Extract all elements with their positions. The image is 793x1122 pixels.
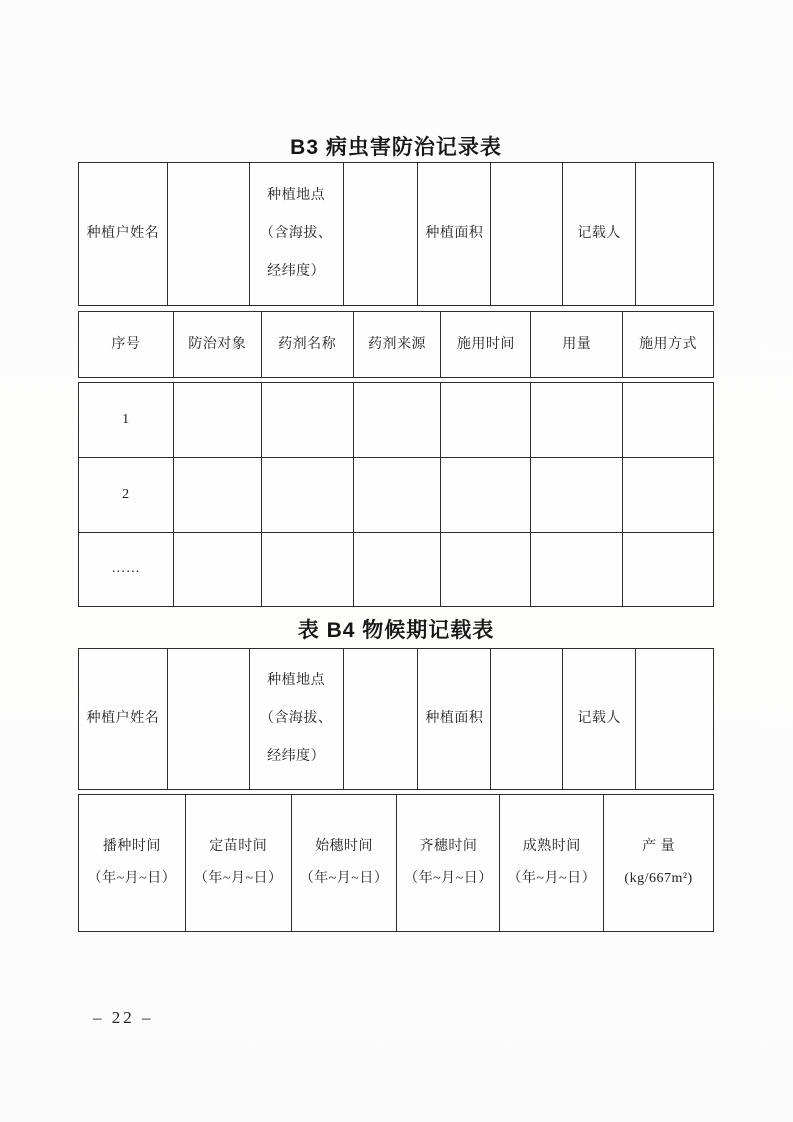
phenology-label: 定苗时间 <box>209 838 268 854</box>
table-b3-title: B3 病虫害防治记录表 <box>290 136 502 159</box>
phenology-sublabel: （年~月~日） <box>299 871 389 886</box>
table-cell <box>173 457 261 531</box>
header-cell-recorder: 记载人 <box>562 163 635 305</box>
column-header-apply-method: 施用方式 <box>622 312 713 377</box>
table-cell <box>173 383 261 457</box>
phenology-sublabel: （年~月~日） <box>193 871 283 886</box>
phenology-sublabel: （年~月~日） <box>507 871 597 886</box>
table-cell <box>530 532 622 606</box>
header-cell-planter-name: 种植户姓名 <box>86 226 160 242</box>
table-cell <box>353 383 441 457</box>
table-cell <box>622 532 713 606</box>
table-cell <box>261 532 353 606</box>
area-value-cell <box>490 163 562 305</box>
table-b4-title: 表 B4 物候期记载表 <box>297 619 495 642</box>
phenology-cell-sowing <box>79 795 185 931</box>
location-value-cell <box>343 163 418 305</box>
phenology-cell-full-heading <box>396 795 499 931</box>
header-cell-planter-name: 种植户姓名 <box>86 711 160 727</box>
table-cell <box>353 532 441 606</box>
table-cell <box>261 457 353 531</box>
table-cell <box>440 383 530 457</box>
table-cell <box>440 457 530 531</box>
table-cell <box>440 532 530 606</box>
phenology-cell-yield <box>603 795 713 931</box>
table-cell <box>530 383 622 457</box>
phenology-label: 成熟时间 <box>522 838 581 854</box>
column-header-serial: 序号 <box>111 336 141 352</box>
row-serial-cell: …… <box>79 532 173 606</box>
phenology-cell-seedling <box>185 795 291 931</box>
table-cell <box>530 457 622 531</box>
phenology-label: 始穗时间 <box>315 838 374 854</box>
header-cell-location: 种植地点（含海拔、经纬度） <box>249 649 343 789</box>
phenology-label: 产 量 <box>642 838 676 854</box>
column-header-agent-name: 药剂名称 <box>261 312 353 377</box>
table-b4-info-header <box>78 648 714 790</box>
location-value-cell <box>343 649 418 789</box>
column-header-target: 防治对象 <box>173 312 261 377</box>
row-serial-cell: 2 <box>79 457 173 531</box>
area-value-cell <box>490 649 562 789</box>
recorder-value-cell <box>635 163 713 305</box>
row-serial-cell: 1 <box>122 412 130 428</box>
table-cell <box>622 457 713 531</box>
header-cell-area: 种植面积 <box>417 649 490 789</box>
phenology-sublabel: (kg/667m²) <box>624 871 693 886</box>
page-number: – 22 – <box>93 1008 154 1027</box>
table-b3-info-header <box>78 162 714 306</box>
planter-name-value-cell <box>167 649 249 789</box>
phenology-cell-heading-start <box>291 795 397 931</box>
table-b4-phenology-row <box>78 794 714 932</box>
column-header-apply-time: 施用时间 <box>440 312 530 377</box>
phenology-label: 播种时间 <box>102 838 161 854</box>
recorder-value-cell <box>635 649 713 789</box>
phenology-label: 齐穗时间 <box>419 838 478 854</box>
phenology-sublabel: （年~月~日） <box>87 871 177 886</box>
table-cell <box>261 383 353 457</box>
header-cell-location: 种植地点（含海拔、经纬度） <box>249 163 343 305</box>
phenology-sublabel: （年~月~日） <box>404 871 493 886</box>
planter-name-value-cell <box>167 163 249 305</box>
table-b3-column-header-row <box>78 311 714 378</box>
column-header-dosage: 用量 <box>530 312 622 377</box>
header-cell-area: 种植面积 <box>417 163 490 305</box>
header-cell-recorder: 记载人 <box>562 649 635 789</box>
table-cell <box>353 457 441 531</box>
column-header-agent-source: 药剂来源 <box>353 312 441 377</box>
table-cell <box>173 532 261 606</box>
phenology-cell-maturity <box>499 795 603 931</box>
table-cell <box>622 383 713 457</box>
table-b3-body <box>78 382 714 607</box>
